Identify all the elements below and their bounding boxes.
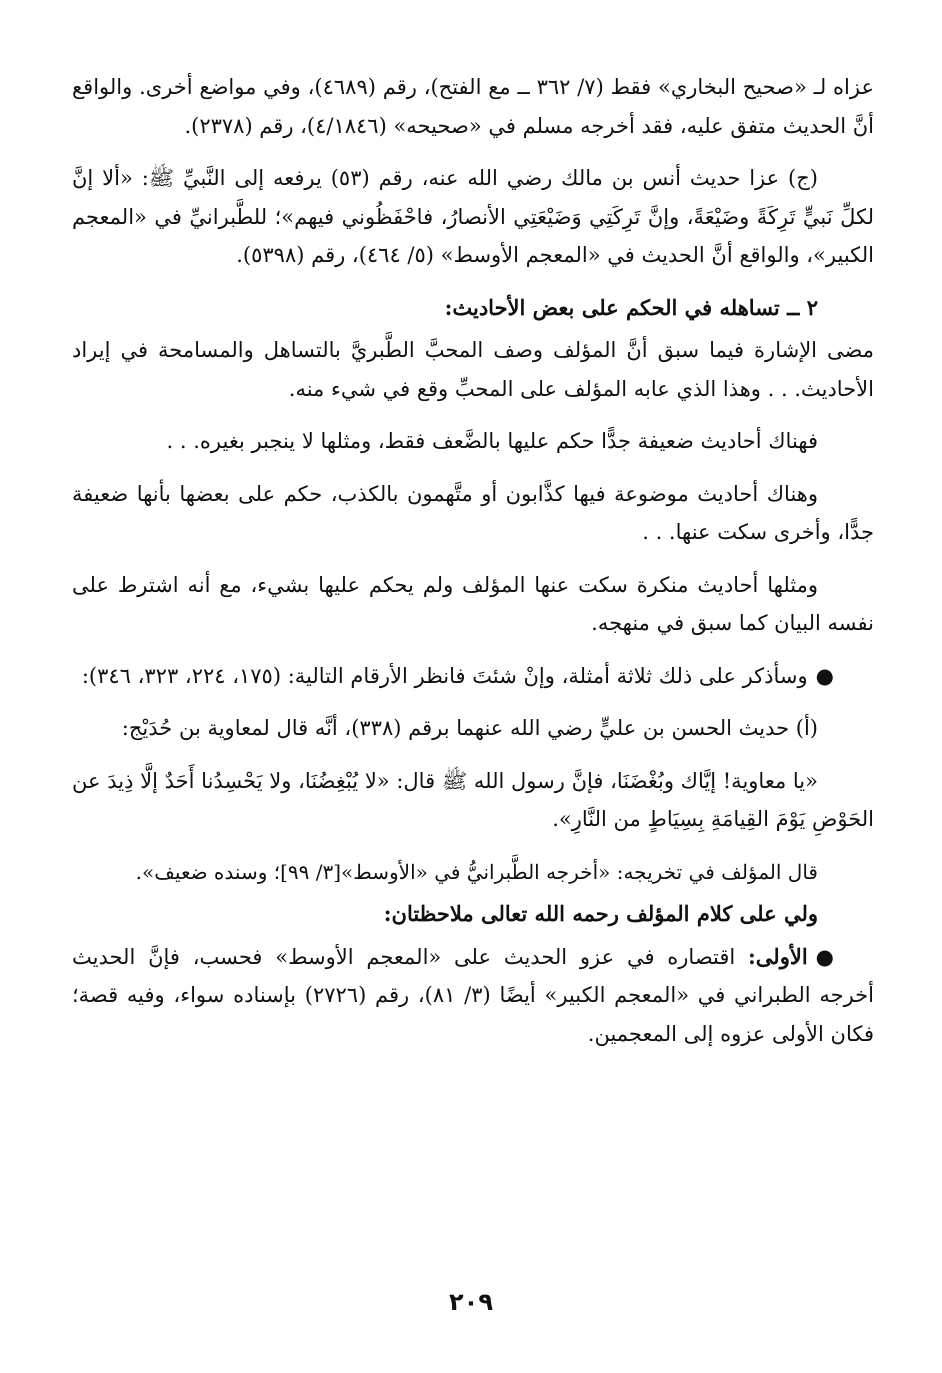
- first-observation-text: اقتصاره في عزو الحديث على «المعجم الأوسط» فحسب، فإنَّ الحديث أخرجه الطبراني في «المعجم الكبير» أيضًا (٣/ ٨١)، رقم (٢٧٢٦) بإسناده سواء، وفيه قصة؛ فكان الأولى عزوه إلى المعجمين.: [72, 944, 874, 1046]
- bullet-icon: ●: [815, 943, 834, 969]
- paragraph-fabricated-hadiths: وهناك أحاديث موضوعة فيها كذَّابون أو متَّهمون بالكذب، حكم على بعضها بأنها ضعيفة جدًّا، وأخرى سكت عنها. . .: [72, 481, 874, 544]
- paragraph-example-a: (أ) حديث الحسن بن عليٍّ رضي الله عنهما برقم (٣٣٨)، أنَّه قال لمعاوية بن حُدَيْج:: [121, 716, 818, 740]
- paragraph-hadith-quote: «يا معاوية! إيَّاك وبُغْضَنَا، فإنَّ رسول الله ﷺ قال: «لا يُبْغِضُنَا، ولا يَحْسِدُنا أَحَدٌ إلَّا ذِيدَ عن الحَوْضِ يَوْمَ القِيامَةِ بِسِيَاطٍ من النَّارِ».: [72, 768, 874, 831]
- page-number: ٢٠٩: [449, 1288, 493, 1316]
- paragraph-examples-bullet: [72, 657, 874, 696]
- section-heading: ٢ ــ تساهله في الحكم على بعض الأحاديث:: [444, 294, 818, 320]
- paragraph-author-note: قال المؤلف في تخريجه: «أخرجه الطَّبرانيُّ في «الأوسط»[٣/ ٩٩]؛ وسنده ضعيف».: [135, 859, 818, 884]
- paragraph-attribution: عزاه لـ «صحيح البخاري» فقط (٧/ ٣٦٢ ــ مع الفتح)، رقم (٤٦٨٩)، وفي مواضع أخرى. والواقع أنَّ الحديث متفق عليه، فقد أخرجه مسلم في «صحيحه» (٤/١٨٤٦)، رقم (٢٣٧٨).: [72, 75, 874, 138]
- paragraph-munkar-hadiths: ومثلها أحاديث منكرة سكت عنها المؤلف ولم يحكم عليها بشيء، مع أنه اشترط على نفسه البيان كما سبق في منهجه.: [72, 572, 874, 635]
- paragraph-observations-heading: ولي على كلام المؤلف رحمه الله تعالى ملاحظتان:: [383, 901, 818, 926]
- bullet-icon: ●: [815, 662, 834, 688]
- paragraph-example-c: (ج) عزا حديث أنس بن مالك رضي الله عنه، رقم (٥٣) يرفعه إلى النَّبيِّ ﷺ: «ألا إنَّ لكلِّ نَبيٍّ تَرِكَةً وضَيْعَةً، وإنَّ تَرِكَتِي وَضَيْعَتِي الأنصارُ، فاحْفَظُوني فيهم»؛ للطَّبرانيِّ في «المعجم الكبير»، والواقع أنَّ الحديث في «المعجم الأوسط» (٥/ ٤٦٤)، رقم (٥٣٩٨).: [72, 166, 874, 267]
- first-observation-label: الأولى:: [748, 943, 808, 969]
- paragraph-first-observation: [72, 938, 874, 1054]
- page-body: [72, 68, 874, 1057]
- paragraph-leniency: مضى الإشارة فيما سبق أنَّ المؤلف وصف المحبَّ الطَّبريَّ بالتساهل والمسامحة في إيراد الأحاديث. . . وهذا الذي عابه المؤلف على المحبِّ وقع في شيء منه.: [72, 338, 874, 401]
- paragraph-examples-text: وسأذكر على ذلك ثلاثة أمثلة، وإنْ شئتَ فانظر الأرقام التالية: (١٧٥، ٢٢٤، ٣٢٣، ٣٤٦):: [81, 663, 808, 688]
- paragraph-weak-hadiths: فهناك أحاديث ضعيفة جدًّا حكم عليها بالضَّعف فقط، ومثلها لا ينجبر بغيره. . .: [166, 429, 818, 453]
